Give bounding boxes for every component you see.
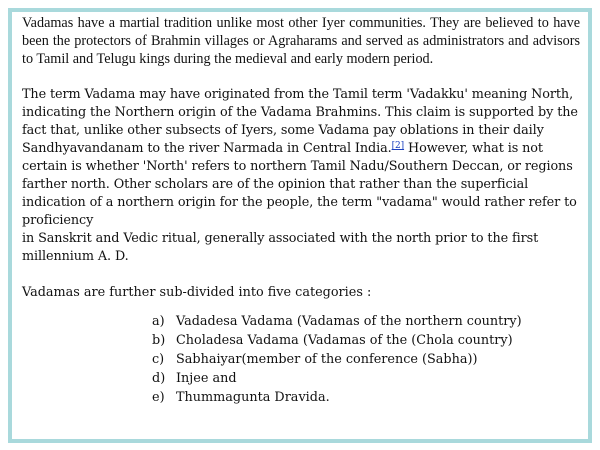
citation-link[interactable]: [2]	[391, 141, 405, 151]
list-item-text: Thummagunta Dravida.	[176, 390, 330, 405]
paragraph-term-origin-part3: in Sanskrit and Vedic ritual, generally associated with the north prior to the first millennium A. D.	[22, 231, 539, 264]
paragraph-term-origin-part2: However, what is not certain is whether 'North' refers to northern Tamil Nadu/Southern Deccan, or regions farther north. Other scholars are of the opinion that rather than the superficial indication of a northern origin for the people, the term "vadama" would rather refer to proficiency	[22, 141, 577, 228]
categories-list	[22, 312, 580, 407]
slide-content	[22, 14, 580, 407]
list-item	[22, 388, 580, 407]
list-item-text: Choladesa Vadama (Vadamas of the (Chola country)	[176, 333, 513, 348]
list-item	[22, 369, 580, 388]
list-item	[22, 312, 580, 331]
list-marker: c)	[152, 352, 165, 367]
list-marker: b)	[152, 333, 166, 348]
list-item-text: Sabhaiyar(member of the conference (Sabha))	[176, 352, 478, 367]
list-item	[22, 331, 580, 350]
list-marker: d)	[152, 371, 166, 386]
list-item-text: Vadadesa Vadama (Vadamas of the northern country)	[176, 314, 522, 329]
paragraph-term-origin	[22, 86, 580, 266]
paragraph-term-origin-part1: The term Vadama may have originated from the Tamil term 'Vadakku' meaning North, indicating the Northern origin of the Vadama Brahmins. This claim is supported by the fact that, unlike other subsects of Iyers, some Vadama pay oblations in their daily Sandhyavandanam to the river Narmada in Central India.	[22, 87, 578, 156]
list-item	[22, 350, 580, 369]
list-marker: e)	[152, 390, 165, 405]
slide-frame	[8, 8, 592, 443]
list-item-text: Injee and	[176, 371, 237, 386]
list-marker: a)	[152, 314, 165, 329]
paragraph-martial-tradition: Vadamas have a martial tradition unlike most other Iyer communities. They are believed to have been the protectors of Brahmin villages or Agraharams and served as administrators and advisors to Tamil and Telugu kings during the medieval and early modern period.	[22, 15, 580, 67]
categories-intro: Vadamas are further sub-divided into five categories :	[22, 285, 372, 300]
